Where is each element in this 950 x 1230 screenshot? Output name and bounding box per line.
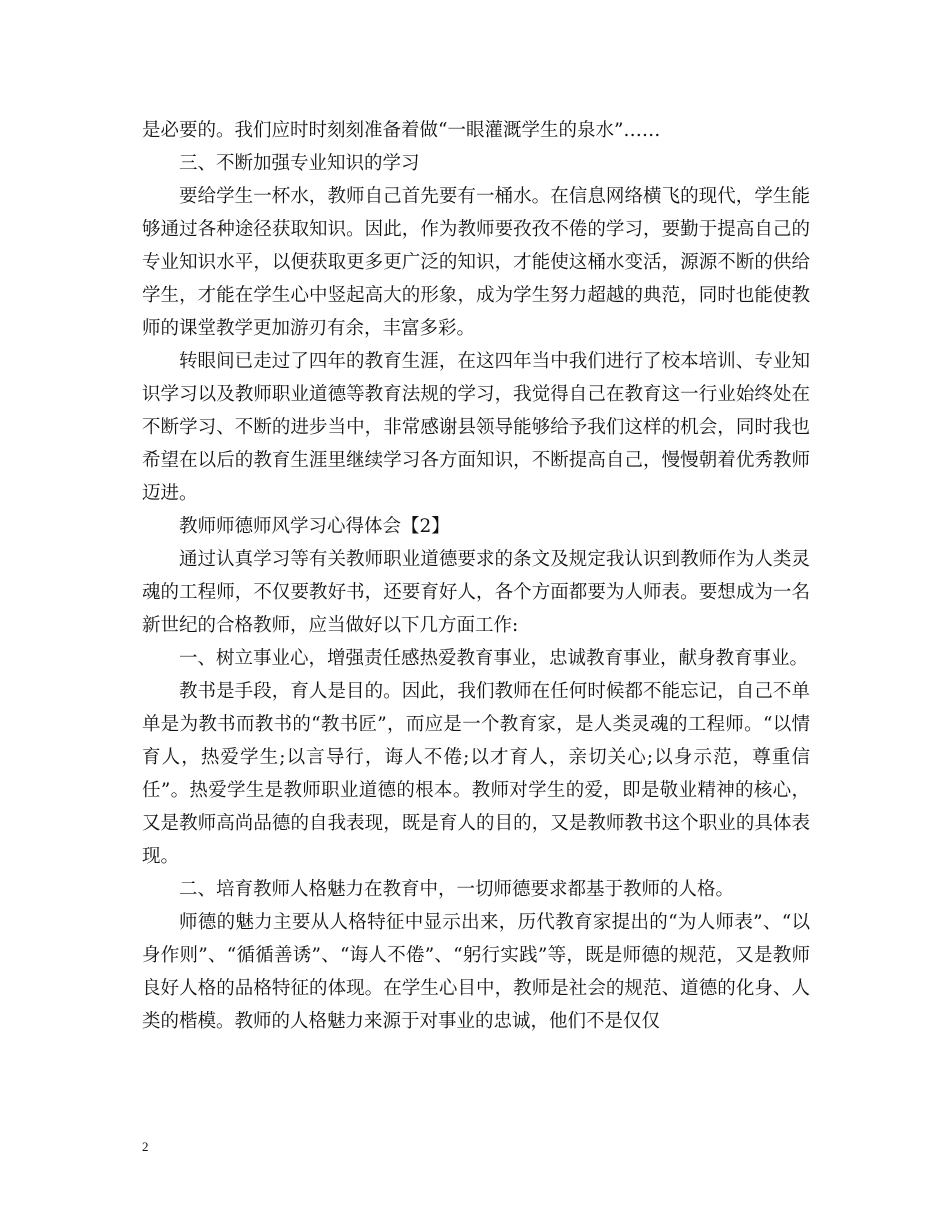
section-heading-1: 一、树立事业心，增强责任感热爱教育事业，忠诚教育事业，献身教育事业。 — [179, 648, 809, 669]
paragraph-1: 是必要的。我们应时时刻刻准备着做“一眼灌溉学生的泉水”…… — [142, 120, 661, 141]
paragraph-4: 转眼间已走过了四年的教育生涯，在这四年当中我们进行了校本培训、专业知识学习以及教师职业道德等教育法规的学习，我觉得自己在教育这一行业始终处在不断学习、不断的进步当中，非常感谢县领导能够给予我们这样的机会，同时我也希望在以后的教育生涯里继续学习各方面知识，不断提高自己，慢慢朝着优秀教师迈进。 — [142, 351, 810, 504]
paragraph-8: 教书是手段，育人是目的。因此，我们教师在任何时候都不能忘记，自己不单单是为教书而教书的“教书匠”，而应是一个教育家，是人类灵魂的工程师。“以情育人，热爱学生;以言导行，诲人不倦;以才育人，亲切关心;以身示范，尊重信任”。热爱学生是教师职业道德的根本。教师对学生的爱，即是敬业精神的核心，又是教师高尚品德的自我表现，既是育人的目的，又是教师教书这个职业的具体表现。 — [142, 681, 810, 867]
section-heading-3: 三、不断加强专业知识的学习 — [179, 153, 420, 174]
page-number: 2 — [142, 1139, 149, 1154]
article-title-2: 教师师德师风学习心得体会【2】 — [179, 516, 450, 537]
paragraph-3: 要给学生一杯水，教师自己首先要有一桶水。在信息网络横飞的现代，学生能够通过各种途径获取知识。因此，作为教师要孜孜不倦的学习，要勤于提高自己的专业知识水平，以便获取更多更广泛的知识，才能使这桶水变活，源源不断的供给学生，才能在学生心中竖起高大的形象，成为学生努力超越的典范，同时也能使教师的课堂教学更加游刃有余，丰富多彩。 — [142, 186, 810, 339]
paragraph-10: 师德的魅力主要从人格特征中显示出来，历代教育家提出的“为人师表”、“以身作则”、“循循善诱”、“诲人不倦”、“躬行实践”等，既是师德的规范，又是教师良好人格的品格特征的体现。在学生心目中，教师是社会的规范、道德的化身、人类的楷模。教师的人格魅力来源于对事业的忠诚，他们不是仅仅 — [142, 912, 810, 1032]
section-heading-2: 二、培育教师人格魅力在教育中，一切师德要求都基于教师的人格。 — [179, 879, 735, 900]
document-body — [142, 114, 810, 1038]
paragraph-6: 通过认真学习等有关教师职业道德要求的条文及规定我认识到教师作为人类灵魂的工程师，不仅要教好书，还要育好人，各个方面都要为人师表。要想成为一名新世纪的合格教师，应当做好以下几方面工作: — [142, 549, 810, 636]
